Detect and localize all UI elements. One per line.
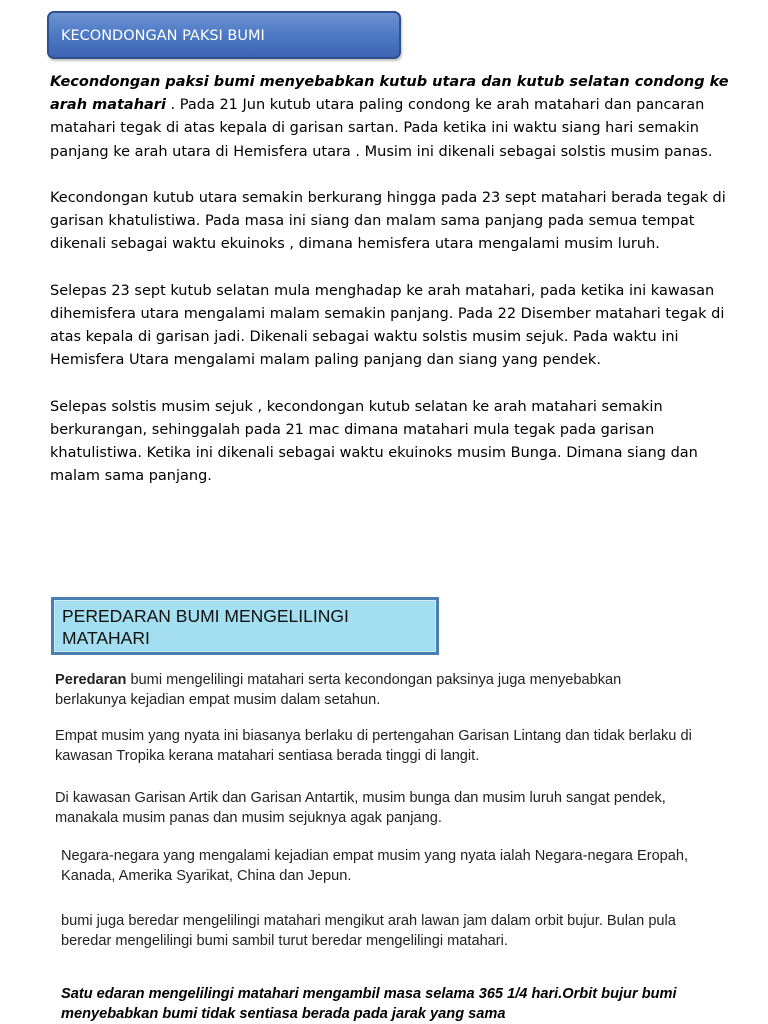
paragraph <box>55 670 695 710</box>
bold-italic-lead: Kecondongan paksi bumi menyebabkan kutub utara dan kutub selatan condong ke arah matahari <box>50 74 729 114</box>
paragraph: Di kawasan Garisan Artik dan Garisan Antartik, musim bunga dan musim luruh sangat pendek, manakala musim panas dan musim sejuknya agak panjang. <box>55 790 666 826</box>
paragraph-bold-italic: Satu edaran mengelilingi matahari mengambil masa selama 365 1/4 hari.Orbit bujur bumi menyebabkan bumi tidak sentiasa berada pada jarak yang sama <box>61 986 677 1022</box>
paragraph: Negara-negara yang mengalami kejadian empat musim yang nyata ialah Negara-negara Eropah, Kanada, Amerika Syarikat, China dan Jepun. <box>61 848 689 884</box>
section-body-kecondongan <box>50 71 740 489</box>
paragraph: Selepas 23 sept kutub selatan mula menghadap ke arah matahari, pada ketika ini kawasan dihemisfera utara mengalami malam semakin panjang. Pada 22 Disember matahari tegak di atas kepala di garisan jadi. Dikenali sebagai waktu solstis musim sejuk. Pada waktu ini Hemisfera Utara mengalami malam paling panjang dan siang yang pendek. <box>50 282 725 369</box>
paragraph: Kecondongan kutub utara semakin berkurang hingga pada 23 sept matahari berada tegak di garisan khatulistiwa. Pada masa ini siang dan malam sama panjang pada semua tempat dikenali sebagai waktu ekuinoks , dimana hemisfera utara mengalami musim luruh. <box>50 190 726 253</box>
bold-lead: Peredaran <box>55 672 127 688</box>
paragraph: Selepas solstis musim sejuk , kecondongan kutub selatan ke arah matahari semakin berkurangan, sehinggalah pada 21 mac dimana matahari mula tegak pada garisan khatulistiwa. Ketika ini dikenali sebagai waktu ekuinoks musim Bunga. Dimana siang dan malam sama panjang. <box>50 398 698 485</box>
paragraph-text: . Pada 21 Jun kutub utara paling condong ke arah matahari dan pancaran matahari tegak di atas kepala di garisan sartan. Pada ketika ini waktu siang hari semakin panjang ke arah utara di Hemisfera utara . Musim ini dikenali sebagai solstis musim panas. <box>50 97 713 160</box>
section-title-peredaran: PEREDARAN BUMI MENGELILINGI MATAHARI <box>51 597 439 655</box>
section-title-kecondongan: KECONDONGAN PAKSI BUMI <box>47 11 401 59</box>
paragraph-text: bumi mengelilingi matahari serta kecondongan paksinya juga menyebabkan berlakunya kejadian empat musim dalam setahun. <box>55 672 622 708</box>
paragraph: Empat musim yang nyata ini biasanya berlaku di pertengahan Garisan Lintang dan tidak berlaku di kawasan Tropika kerana matahari sentiasa berada tinggi di langit. <box>55 728 692 764</box>
paragraph <box>50 71 740 164</box>
paragraph: bumi juga beredar mengelilingi matahari mengikut arah lawan jam dalam orbit bujur. Bulan pula beredar mengelilingi bumi sambil turut beredar mengelilingi matahari. <box>61 913 676 949</box>
